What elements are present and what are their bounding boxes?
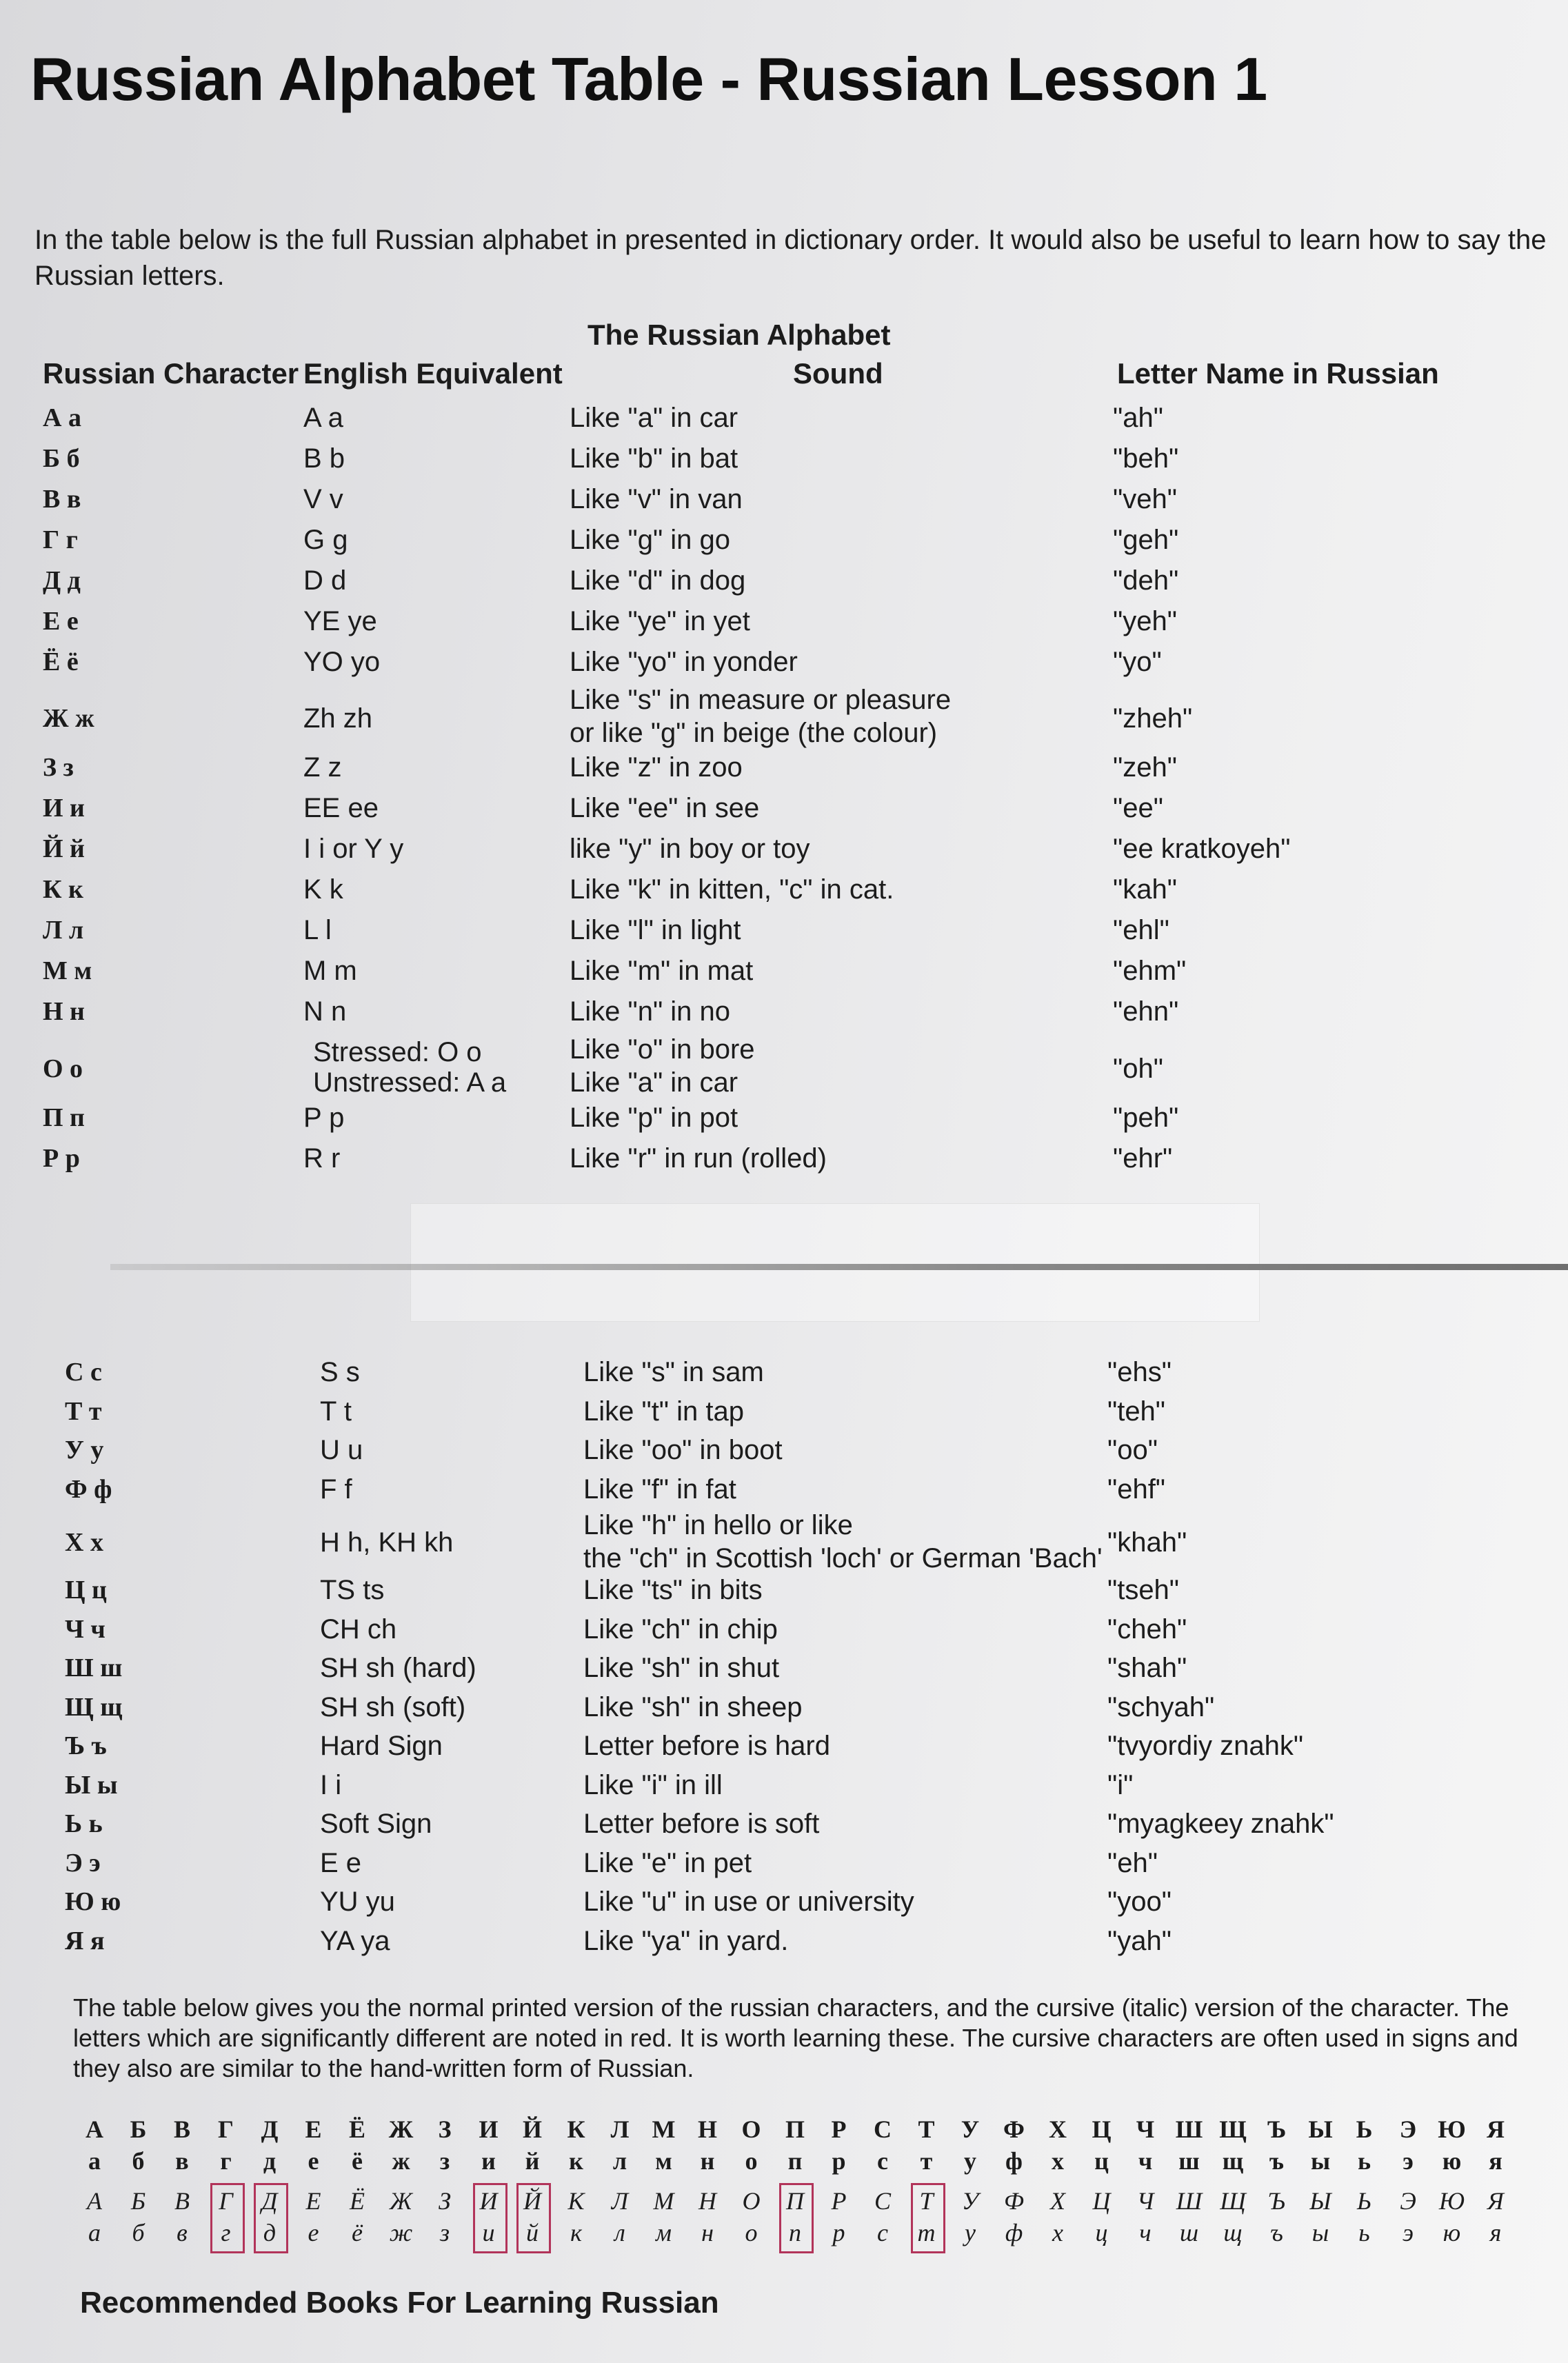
- sound: Like "oo" in boot: [583, 1435, 783, 1465]
- alphabet-letter: Р: [831, 2115, 847, 2143]
- alphabet-letter: г: [220, 2147, 232, 2175]
- alphabet-letter: Е: [305, 2115, 322, 2143]
- alphabet-letter: е: [308, 2147, 319, 2175]
- alphabet-letter: и: [482, 2219, 495, 2246]
- sound: Like "ye" in yet: [570, 606, 750, 636]
- alphabet-letter: м: [656, 2219, 672, 2246]
- alphabet-letter: у: [965, 2219, 976, 2246]
- sound: Like "h" in hello or like: [583, 1510, 853, 1540]
- russian-character: Э э: [65, 1848, 101, 1878]
- english-equivalent: TS ts: [320, 1575, 385, 1606]
- alphabet-letter: ъ: [1270, 2219, 1283, 2246]
- alphabet-letter: Щ: [1220, 2187, 1246, 2215]
- alphabet-letter: Ь: [1356, 2187, 1372, 2215]
- letter-name: "teh": [1107, 1396, 1166, 1427]
- sound: like "y" in boy or toy: [570, 834, 810, 865]
- english-equivalent: I i or Y y: [303, 834, 404, 865]
- english-equivalent: H h, KH kh: [320, 1527, 454, 1558]
- english-equivalent: V v: [303, 484, 343, 514]
- russian-character: Л л: [43, 916, 84, 945]
- sound: Like "u" in use or university: [583, 1887, 914, 1918]
- alphabet-letter: Ч: [1136, 2115, 1155, 2143]
- alphabet-letter: л: [612, 2147, 627, 2175]
- sound: Like "e" in pet: [583, 1847, 752, 1878]
- alphabet-letter: Ф: [1004, 2187, 1024, 2215]
- alphabet-letter: З: [438, 2115, 452, 2143]
- alphabet-letter: В: [174, 2187, 190, 2215]
- english-equivalent: YO yo: [303, 647, 381, 677]
- sound: Like "f" in fat: [583, 1474, 736, 1505]
- letter-name: "zheh": [1113, 703, 1193, 734]
- alphabet-letter: з: [439, 2147, 450, 2175]
- russian-character: О о: [43, 1054, 83, 1083]
- alphabet-letter: ь: [1358, 2219, 1370, 2246]
- russian-character: Щ щ: [65, 1692, 123, 1722]
- sound: Like "s" in measure or pleasure: [570, 685, 952, 715]
- letter-name: "ee kratkoyeh": [1113, 834, 1291, 865]
- english-equivalent: Hard Sign: [320, 1731, 443, 1762]
- english-equivalent: K k: [303, 874, 343, 905]
- russian-character: Ё ё: [43, 647, 79, 676]
- alphabet-letter: Ы: [1308, 2115, 1333, 2143]
- alphabet-letter: Ж: [390, 2187, 412, 2215]
- letter-name: "kah": [1113, 874, 1177, 905]
- cursive-intro-paragraph: The table below gives you the normal printed version of the russian characters, and the cursive (italic) version of the character. The letters which are significantly different are noted in red. It is worth learning these. The cursive characters are often used in signs and they also are similar to the hand-written form of Russian.: [73, 1993, 1518, 2082]
- alphabet-letter: х: [1052, 2219, 1063, 2246]
- english-equivalent: D d: [303, 565, 347, 596]
- letter-name: "ehm": [1113, 956, 1187, 987]
- alphabet-letter: Ц: [1092, 2187, 1111, 2215]
- letter-name: "ehn": [1113, 996, 1179, 1027]
- russian-character: А а: [43, 403, 81, 432]
- sound: Like "ts" in bits: [583, 1575, 763, 1606]
- sound-continued: Like "a" in car: [570, 1067, 738, 1098]
- alphabet-letter: ц: [1094, 2147, 1109, 2175]
- russian-character: Ш ш: [65, 1653, 123, 1683]
- alphabet-letter: н: [701, 2219, 714, 2246]
- alphabet-letter: Ё: [350, 2187, 365, 2215]
- alphabet-letter: П: [786, 2187, 804, 2215]
- alphabet-letter: д: [263, 2219, 277, 2246]
- alphabet-letter: к: [569, 2147, 583, 2175]
- letter-name: "tvyordiy znahk": [1107, 1731, 1304, 1762]
- alphabet-letter: Х: [1049, 2115, 1067, 2143]
- alphabet-letter: ж: [389, 2219, 413, 2246]
- letter-name: "peh": [1113, 1102, 1179, 1133]
- russian-character: У у: [65, 1436, 104, 1465]
- sound: Like "b" in bat: [570, 443, 738, 474]
- russian-character: Н н: [43, 997, 85, 1027]
- english-equivalent: SH sh (hard): [320, 1653, 476, 1684]
- alphabet-letter: И: [479, 2187, 498, 2215]
- alphabet-letter: Н: [698, 2187, 716, 2215]
- alphabet-letter: й: [525, 2147, 540, 2175]
- alphabet-letter: Ж: [388, 2115, 414, 2143]
- alphabet-letter: ж: [392, 2147, 410, 2175]
- alphabet-letter: ю: [1443, 2219, 1461, 2246]
- paper-fold: [0, 1203, 1568, 1334]
- alphabet-letter: Г: [218, 2115, 234, 2143]
- alphabet-letter: ь: [1357, 2147, 1371, 2175]
- sound: Like "ee" in see: [570, 793, 760, 824]
- header-english-equivalent: English Equivalent: [303, 357, 563, 390]
- russian-character: Ю ю: [65, 1887, 121, 1917]
- alphabet-letter: х: [1052, 2147, 1064, 2175]
- alphabet-letter: В: [173, 2115, 190, 2143]
- english-equivalent: E e: [320, 1847, 362, 1878]
- alphabet-letter: о: [745, 2147, 758, 2175]
- english-equivalent: M m: [303, 956, 357, 987]
- letter-name: "eh": [1107, 1847, 1158, 1878]
- alphabet-letter: М: [652, 2115, 676, 2143]
- alphabet-letter: с: [877, 2147, 888, 2175]
- books-heading: Recommended Books For Learning Russian: [80, 2286, 719, 2320]
- letter-name: "khah": [1107, 1527, 1187, 1558]
- alphabet-letter: б: [132, 2219, 145, 2246]
- alphabet-letter: н: [700, 2147, 715, 2175]
- russian-character: П п: [43, 1103, 85, 1132]
- english-equivalent: F f: [320, 1474, 352, 1505]
- printed-lowercase-row: [76, 2144, 1531, 2179]
- alphabet-letter: т: [920, 2147, 933, 2175]
- english-equivalent: L l: [303, 915, 332, 946]
- letter-name: "ehs": [1107, 1357, 1172, 1387]
- english-equivalent: Soft Sign: [320, 1809, 432, 1840]
- alphabet-letter: Ш: [1175, 2115, 1203, 2143]
- russian-character: Ц ц: [65, 1576, 107, 1605]
- english-equivalent: G g: [303, 525, 348, 555]
- header-russian-character: Russian Character: [43, 357, 299, 390]
- alphabet-letter: Ц: [1092, 2115, 1112, 2143]
- russian-character: Ы ы: [65, 1770, 118, 1800]
- sound-continued: or like "g" in beige (the colour): [570, 718, 938, 748]
- alphabet-letter: С: [874, 2187, 891, 2215]
- russian-character: Р р: [43, 1143, 80, 1173]
- alphabet-letter: ч: [1139, 2219, 1152, 2246]
- alphabet-letter: ц: [1095, 2219, 1108, 2246]
- sound: Like "m" in mat: [570, 956, 754, 987]
- russian-character: Б б: [43, 444, 80, 473]
- letter-name: "deh": [1113, 565, 1179, 596]
- alphabet-letter: П: [785, 2115, 805, 2143]
- russian-character: С с: [65, 1358, 102, 1387]
- alphabet-letter: А: [86, 2115, 103, 2143]
- alphabet-letter: ф: [1005, 2219, 1023, 2246]
- alphabet-letter: Х: [1050, 2187, 1065, 2215]
- letter-name: "veh": [1113, 484, 1177, 514]
- russian-character: И и: [43, 794, 85, 823]
- alphabet-letter: С: [874, 2115, 892, 2143]
- alphabet-letter: З: [439, 2187, 451, 2215]
- alphabet-letter: с: [877, 2219, 888, 2246]
- english-equivalent: U u: [320, 1435, 363, 1465]
- alphabet-letter: Ё: [348, 2115, 365, 2143]
- alphabet-letter: г: [221, 2219, 231, 2246]
- alphabet-letter: К: [567, 2187, 585, 2215]
- letter-name: "schyah": [1107, 1691, 1215, 1722]
- russian-character: Ч ч: [65, 1614, 105, 1644]
- english-equivalent: R r: [303, 1143, 341, 1174]
- letter-name: "yah": [1107, 1925, 1172, 1956]
- sound: Letter before is hard: [583, 1731, 830, 1762]
- alphabet-letter: а: [88, 2219, 101, 2246]
- alphabet-letter: о: [745, 2219, 758, 2246]
- alphabet-letter: ч: [1138, 2147, 1153, 2175]
- letter-name: "geh": [1113, 525, 1179, 555]
- letter-name: "zeh": [1113, 752, 1177, 783]
- alphabet-letter: я: [1489, 2147, 1502, 2175]
- sound: Like "a" in car: [570, 403, 738, 433]
- english-equivalent-alt: Unstressed: A a: [313, 1067, 507, 1098]
- letter-name: "tseh": [1107, 1575, 1180, 1606]
- letter-name: "ehf": [1107, 1474, 1166, 1505]
- letter-name: "oo": [1107, 1435, 1158, 1465]
- english-equivalent: I i: [320, 1769, 342, 1800]
- alphabet-letter: Д: [261, 2187, 278, 2215]
- alphabet-letter: Ъ: [1267, 2115, 1287, 2143]
- alphabet-letter: ы: [1311, 2219, 1329, 2246]
- letter-name: "ee": [1113, 793, 1163, 824]
- sound: Like "ch" in chip: [583, 1613, 778, 1645]
- sound: Like "i" in ill: [583, 1769, 723, 1800]
- sound-continued: the "ch" in Scottish 'loch' or German 'Bach': [583, 1543, 1103, 1573]
- alphabet-letter: М: [653, 2187, 674, 2215]
- alphabet-letter: А: [87, 2187, 102, 2215]
- letter-name: "oh": [1113, 1053, 1163, 1084]
- alphabet-letter: Й: [522, 2115, 542, 2143]
- english-equivalent: YU yu: [320, 1887, 395, 1918]
- letter-name: "yo": [1113, 647, 1162, 677]
- alphabet-letter: Ъ: [1268, 2187, 1285, 2215]
- alphabet-letter: Э: [1400, 2187, 1416, 2215]
- red-highlight-box: [473, 2183, 507, 2253]
- sound: Like "yo" in yonder: [570, 647, 798, 677]
- letter-name: "yoo": [1107, 1887, 1172, 1918]
- english-equivalent: N n: [303, 996, 347, 1027]
- alphabet-letter: м: [655, 2147, 672, 2175]
- alphabet-letter: Щ: [1219, 2115, 1247, 2143]
- alphabet-letter: У: [961, 2115, 980, 2143]
- alphabet-letter: Г: [219, 2187, 233, 2215]
- english-equivalent: EE ee: [303, 793, 379, 824]
- russian-character: Е е: [43, 607, 79, 636]
- russian-character: Х х: [65, 1528, 103, 1558]
- alphabet-letter: ё: [352, 2147, 363, 2175]
- russian-character: З з: [43, 753, 74, 783]
- english-equivalent: T t: [320, 1396, 352, 1427]
- alphabet-letter: ш: [1179, 2219, 1199, 2246]
- english-equivalent: P p: [303, 1102, 345, 1133]
- sound: Like "d" in dog: [570, 565, 746, 596]
- alphabet-letter: Ю: [1438, 2115, 1466, 2143]
- alphabet-letter: р: [832, 2147, 846, 2175]
- alphabet-letter: ъ: [1269, 2147, 1284, 2175]
- letter-name: "ehl": [1113, 915, 1169, 946]
- sound: Letter before is soft: [583, 1809, 820, 1840]
- table-title: The Russian Alphabet: [587, 319, 891, 351]
- alphabet-letter: а: [88, 2147, 101, 2175]
- alphabet-letter: Л: [610, 2115, 630, 2143]
- alphabet-letter: в: [175, 2147, 189, 2175]
- alphabet-letter: э: [1403, 2147, 1414, 2175]
- english-equivalent: SH sh (soft): [320, 1691, 466, 1722]
- russian-character: Й й: [43, 834, 85, 864]
- alphabet-letter: щ: [1223, 2219, 1243, 2246]
- alphabet-letter: й: [526, 2219, 539, 2246]
- alphabet-letter: и: [481, 2147, 496, 2175]
- russian-character: К к: [43, 875, 83, 905]
- sound: Like "l" in light: [570, 915, 741, 946]
- alphabet-letter: Й: [523, 2187, 541, 2215]
- sound: Like "g" in go: [570, 525, 730, 555]
- alphabet-letter: у: [964, 2147, 976, 2175]
- letter-name: "myagkeey znahk": [1107, 1809, 1334, 1840]
- alphabet-letter: з: [439, 2219, 450, 2246]
- alphabet-letter: Я: [1487, 2115, 1505, 2143]
- alphabet-letter: Ф: [1003, 2115, 1025, 2143]
- fold-line: [110, 1264, 1568, 1270]
- alphabet-letter: Е: [305, 2187, 321, 2215]
- alphabet-letter: в: [177, 2219, 188, 2246]
- alphabet-letter: ё: [352, 2219, 363, 2246]
- red-highlight-box: [254, 2183, 288, 2253]
- alphabet-letter: п: [787, 2147, 803, 2175]
- letter-name: "ehr": [1113, 1143, 1173, 1174]
- alphabet-letter: щ: [1222, 2147, 1244, 2175]
- letter-name: "yeh": [1113, 606, 1177, 636]
- alphabet-letter: Ш: [1176, 2187, 1203, 2215]
- sound: Like "t" in tap: [583, 1396, 744, 1427]
- alphabet-letter: Э: [1399, 2115, 1417, 2143]
- russian-character: Ь ь: [65, 1809, 103, 1839]
- sound: Like "s" in sam: [583, 1357, 764, 1387]
- alphabet-letter: т: [917, 2219, 936, 2246]
- english-equivalent: YE ye: [303, 606, 377, 636]
- alphabet-letter: к: [570, 2219, 582, 2246]
- english-equivalent: YA ya: [320, 1925, 390, 1956]
- alphabet-letter: О: [741, 2115, 761, 2143]
- letter-name: "ah": [1113, 403, 1163, 433]
- alphabet-letter: Д: [261, 2115, 279, 2143]
- alphabet-letter: б: [132, 2147, 145, 2175]
- russian-character: Я я: [65, 1926, 105, 1955]
- header-letter-name: Letter Name in Russian: [1117, 357, 1439, 390]
- alphabet-letter: е: [308, 2219, 319, 2246]
- russian-character: Д д: [43, 566, 81, 595]
- sound: Like "sh" in sheep: [583, 1691, 803, 1722]
- red-highlight-box: [516, 2183, 551, 2253]
- sound: Like "sh" in shut: [583, 1653, 780, 1684]
- russian-character: Ф ф: [65, 1474, 112, 1504]
- alphabet-letter: Ю: [1438, 2187, 1465, 2215]
- english-equivalent: A a: [303, 403, 343, 433]
- intro-paragraph: In the table below is the full Russian alphabet in presented in dictionary order. It would also be useful to learn how to say the Russian letters.: [34, 225, 1547, 291]
- russian-character: В в: [43, 485, 81, 514]
- red-highlight-box: [210, 2183, 245, 2253]
- header-sound: Sound: [793, 357, 883, 390]
- alphabet-letter: я: [1489, 2219, 1502, 2246]
- russian-character: М м: [43, 956, 92, 986]
- letter-name: "i": [1107, 1769, 1134, 1800]
- english-equivalent: Stressed: O o: [313, 1037, 482, 1068]
- alphabet-letter: ш: [1178, 2147, 1200, 2175]
- alphabet-letter: К: [567, 2115, 585, 2143]
- alphabet-letter: д: [263, 2147, 277, 2175]
- russian-character: Г г: [43, 525, 78, 554]
- sound: Like "o" in bore: [570, 1034, 755, 1065]
- alphabet-letter: О: [742, 2187, 761, 2215]
- sound: Like "p" in pot: [570, 1102, 738, 1133]
- red-highlight-box: [779, 2183, 814, 2253]
- russian-character: Ж ж: [43, 704, 94, 734]
- english-equivalent: Zh zh: [303, 703, 373, 734]
- alphabet-letter: ф: [1005, 2147, 1023, 2175]
- english-equivalent: S s: [320, 1357, 360, 1387]
- alphabet-letter: ы: [1310, 2147, 1331, 2175]
- alphabet-letter: Ь: [1356, 2115, 1373, 2143]
- alphabet-letter: Р: [831, 2187, 847, 2215]
- red-highlight-box: [911, 2183, 945, 2253]
- english-equivalent: Z z: [303, 752, 342, 783]
- alphabet-letter: э: [1403, 2219, 1414, 2246]
- letter-name: "cheh": [1107, 1613, 1187, 1645]
- alphabet-letter: ю: [1442, 2147, 1462, 2175]
- letter-name: "beh": [1113, 443, 1179, 474]
- alphabet-letter: Ы: [1309, 2187, 1331, 2215]
- alphabet-letter: Ч: [1136, 2187, 1154, 2215]
- sound: Like "v" in van: [570, 484, 743, 514]
- printed-uppercase-row: [76, 2113, 1531, 2147]
- letter-name: "shah": [1107, 1653, 1187, 1684]
- english-equivalent: B b: [303, 443, 345, 474]
- russian-character: Ъ ъ: [65, 1731, 107, 1761]
- sound: Like "n" in no: [570, 996, 730, 1027]
- sound: Like "k" in kitten, "c" in cat.: [570, 874, 894, 905]
- english-equivalent: CH ch: [320, 1613, 397, 1645]
- alphabet-letter: Т: [918, 2115, 935, 2143]
- sound: Like "r" in run (rolled): [570, 1143, 827, 1174]
- page-title: Russian Alphabet Table - Russian Lesson 1: [30, 45, 1267, 113]
- alphabet-letter: Л: [611, 2187, 629, 2215]
- sound: Like "ya" in yard.: [583, 1925, 789, 1956]
- alphabet-letter: р: [832, 2219, 845, 2246]
- alphabet-letter: л: [614, 2219, 625, 2246]
- alphabet-letter: Б: [130, 2115, 147, 2143]
- alphabet-letter: Н: [697, 2115, 717, 2143]
- sound: Like "z" in zoo: [570, 752, 743, 783]
- alphabet-letter: Я: [1487, 2187, 1504, 2215]
- tape-strip: [410, 1203, 1260, 1322]
- alphabet-letter: Б: [130, 2187, 146, 2215]
- russian-character: Т т: [65, 1396, 102, 1426]
- alphabet-letter: И: [479, 2115, 499, 2143]
- alphabet-letter: У: [961, 2187, 979, 2215]
- alphabet-letter: Т: [919, 2187, 934, 2215]
- alphabet-letter: п: [789, 2219, 801, 2246]
